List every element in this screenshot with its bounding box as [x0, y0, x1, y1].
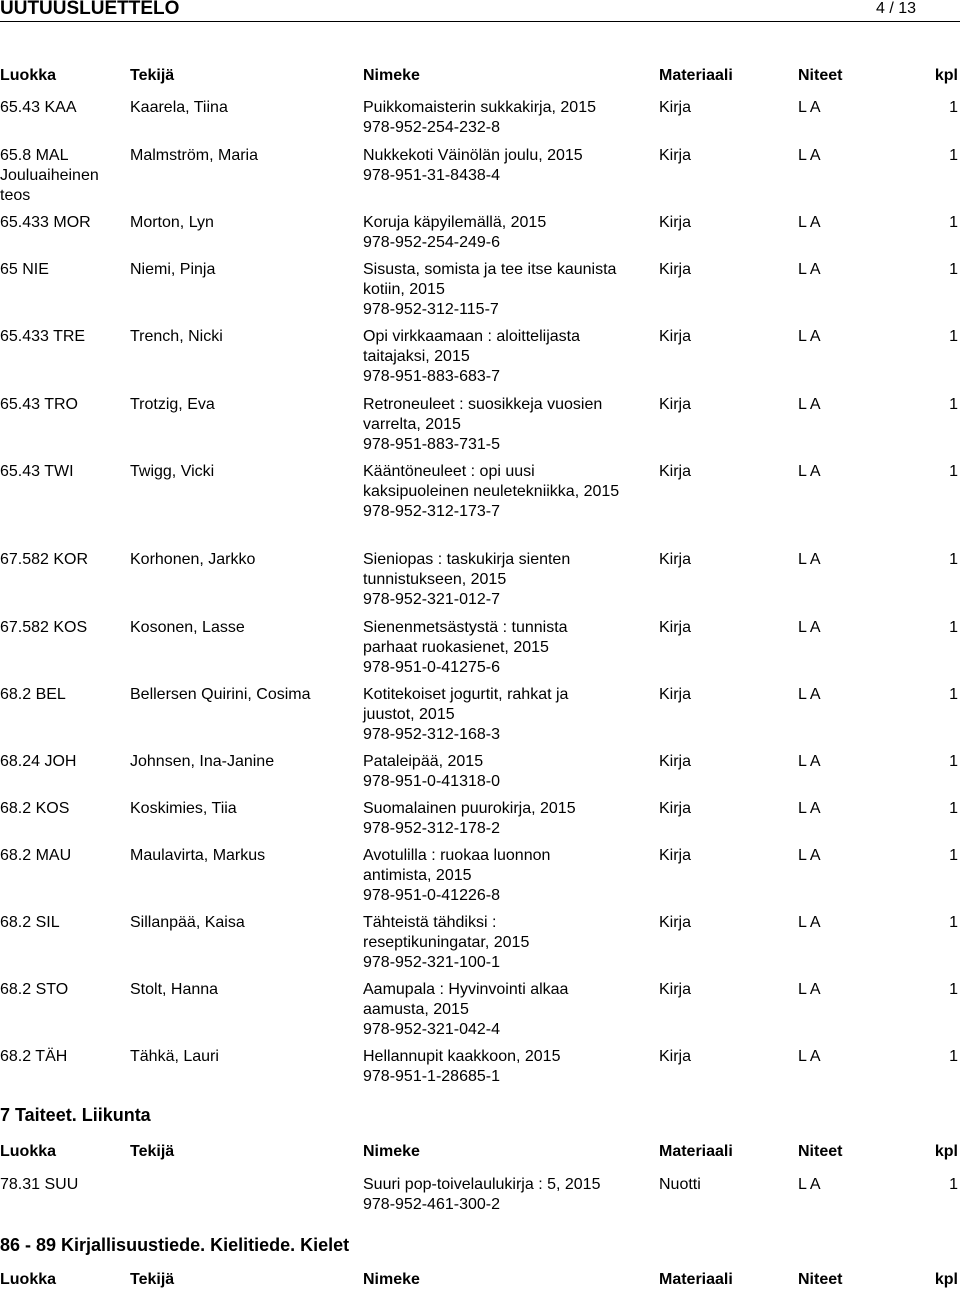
cell-line: parhaat ruokasienet, 2015: [363, 639, 549, 656]
cell-line: 978-951-0-41318-0: [363, 773, 500, 790]
cell-line: 68.2 SIL: [0, 914, 60, 931]
cell-luokka: [0, 146, 99, 206]
cell-tekija: Bellersen Quirini, Cosima: [130, 686, 311, 703]
cell-luokka: [0, 260, 49, 280]
cell-niteet: L A: [798, 753, 821, 770]
column-header-luokka: Luokka: [0, 1271, 57, 1288]
cell-nimeke: [363, 1175, 653, 1215]
cell-kpl: 1: [949, 147, 958, 164]
cell-line: 978-952-312-115-7: [363, 301, 499, 318]
cell-line: 65.433 MOR: [0, 214, 91, 231]
column-header-materiaali: Materiaali: [659, 1143, 733, 1160]
cell-tekija: Malmström, Maria: [130, 147, 259, 164]
column-header-kpl: kpl: [934, 1143, 958, 1160]
cell-line: Hellannupit kaakkoon, 2015: [363, 1048, 561, 1065]
cell-tekija: Tähkä, Lauri: [130, 1048, 219, 1065]
cell-luokka: [0, 98, 77, 118]
cell-materiaali: Kirja: [659, 147, 692, 164]
cell-niteet: L A: [798, 686, 821, 703]
cell-line: 978-951-883-683-7: [363, 368, 500, 385]
cell-line: 978-952-312-173-7: [363, 503, 500, 520]
cell-niteet: L A: [798, 1176, 821, 1193]
cell-line: Suomalainen puurokirja, 2015: [363, 800, 576, 817]
cell-materiaali: Kirja: [659, 261, 692, 278]
cell-luokka: [0, 1047, 67, 1067]
section-heading: 7 Taiteet. Liikunta: [0, 1105, 151, 1125]
page-number: 4 / 13: [875, 0, 916, 17]
cell-line: 978-951-0-41275-6: [363, 659, 500, 676]
cell-line: 978-951-0-41226-8: [363, 887, 500, 904]
column-header-luokka: Luokka: [0, 67, 57, 84]
cell-tekija: Koskimies, Tiia: [130, 800, 237, 817]
cell-kpl: 1: [949, 328, 958, 345]
cell-line: Kotitekoiset jogurtit, rahkat ja: [363, 686, 569, 703]
cell-line: 68.24 JOH: [0, 753, 77, 770]
cell-kpl: 1: [949, 619, 958, 636]
cell-line: 68.2 TÄH: [0, 1048, 68, 1065]
cell-kpl: 1: [949, 396, 958, 413]
cell-line: Nukkekoti Väinölän joulu, 2015: [363, 147, 583, 164]
cell-line: kaksipuoleinen neuletekniikka, 2015: [363, 483, 620, 500]
cell-nimeke: [363, 618, 653, 678]
column-header-tekija: Tekijä: [130, 1271, 175, 1288]
cell-luokka: [0, 213, 91, 233]
cell-line: 978-952-461-300-2: [363, 1196, 500, 1213]
cell-tekija: Morton, Lyn: [130, 214, 214, 231]
cell-kpl: 1: [949, 551, 958, 568]
cell-line: 68.2 BEL: [0, 686, 66, 703]
column-header-kpl: kpl: [934, 1271, 958, 1288]
cell-niteet: L A: [798, 847, 821, 864]
cell-line: Puikkomaisterin sukkakirja, 2015: [363, 99, 596, 116]
cell-line: kotiin, 2015: [363, 281, 445, 298]
cell-line: varrelta, 2015: [363, 416, 461, 433]
cell-niteet: L A: [798, 1048, 821, 1065]
cell-nimeke: [363, 327, 653, 387]
cell-niteet: L A: [798, 800, 821, 817]
header-rule: [0, 21, 960, 22]
cell-tekija: Twigg, Vicki: [130, 463, 215, 480]
cell-line: Kääntöneuleet : opi uusi: [363, 463, 535, 480]
column-header-niteet: Niteet: [798, 67, 843, 84]
cell-niteet: L A: [798, 147, 821, 164]
column-header-niteet: Niteet: [798, 1143, 843, 1160]
cell-nimeke: [363, 213, 653, 253]
cell-niteet: L A: [798, 396, 821, 413]
cell-kpl: 1: [949, 214, 958, 231]
cell-line: 978-951-31-8438-4: [363, 167, 500, 184]
cell-niteet: L A: [798, 261, 821, 278]
cell-line: 978-952-312-178-2: [363, 820, 500, 837]
cell-line: 68.2 MAU: [0, 847, 72, 864]
cell-line: 978-951-883-731-5: [363, 436, 500, 453]
column-header-materiaali: Materiaali: [659, 67, 733, 84]
cell-line: 65.43 TWI: [0, 463, 74, 480]
page-header: [0, 0, 960, 20]
column-header-kpl: kpl: [934, 67, 958, 84]
cell-line: 978-952-254-232-8: [363, 119, 500, 136]
cell-niteet: L A: [798, 914, 821, 931]
cell-kpl: 1: [949, 847, 958, 864]
cell-line: 78.31 SUU: [0, 1176, 79, 1193]
cell-materiaali: Kirja: [659, 847, 692, 864]
cell-luokka: [0, 846, 71, 866]
cell-materiaali: Kirja: [659, 214, 692, 231]
cell-nimeke: [363, 799, 653, 839]
column-header-nimeke: Nimeke: [363, 67, 420, 84]
cell-nimeke: [363, 260, 653, 320]
cell-kpl: 1: [949, 99, 958, 116]
cell-materiaali: Kirja: [659, 463, 692, 480]
column-header-nimeke: Nimeke: [363, 1271, 420, 1288]
cell-line: Suuri pop-toivelaulukirja : 5, 2015: [363, 1176, 601, 1193]
cell-materiaali: Kirja: [659, 396, 692, 413]
cell-line: Aamupala : Hyvinvointi alkaa: [363, 981, 569, 998]
cell-tekija: Trench, Nicki: [130, 328, 223, 345]
cell-line: 68.2 STO: [0, 981, 69, 998]
cell-tekija: Kosonen, Lasse: [130, 619, 245, 636]
cell-line: 978-951-1-28685-1: [363, 1068, 500, 1085]
cell-kpl: 1: [949, 753, 958, 770]
cell-line: 978-952-321-012-7: [363, 591, 500, 608]
cell-line: Pataleipää, 2015: [363, 753, 484, 770]
cell-line: 65.8 MAL: [0, 147, 69, 164]
cell-line: 978-952-312-168-3: [363, 726, 500, 743]
cell-luokka: [0, 685, 66, 705]
column-header-tekija: Tekijä: [130, 1143, 175, 1160]
cell-line: 65.43 TRO: [0, 396, 78, 413]
cell-line: 978-952-321-042-4: [363, 1021, 500, 1038]
cell-nimeke: [363, 980, 653, 1040]
cell-tekija: Trotzig, Eva: [130, 396, 215, 413]
cell-kpl: 1: [949, 981, 958, 998]
cell-line: 65 NIE: [0, 261, 49, 278]
cell-niteet: L A: [798, 619, 821, 636]
cell-kpl: 1: [949, 914, 958, 931]
cell-luokka: [0, 327, 85, 347]
cell-materiaali: Kirja: [659, 1048, 692, 1065]
cell-tekija: Kaarela, Tiina: [130, 99, 228, 116]
cell-materiaali: Kirja: [659, 753, 692, 770]
column-header-nimeke: Nimeke: [363, 1143, 420, 1160]
column-header-tekija: Tekijä: [130, 67, 175, 84]
cell-line: Sisusta, somista ja tee itse kaunista: [363, 261, 617, 278]
cell-line: Retroneuleet : suosikkeja vuosien: [363, 396, 603, 413]
cell-niteet: L A: [798, 981, 821, 998]
cell-luokka: [0, 980, 68, 1000]
cell-nimeke: [363, 146, 653, 186]
cell-line: reseptikuningatar, 2015: [363, 934, 530, 951]
cell-luokka: [0, 550, 88, 570]
cell-nimeke: [363, 395, 653, 455]
cell-line: 67.582 KOS: [0, 619, 88, 636]
cell-kpl: 1: [949, 261, 958, 278]
cell-nimeke: [363, 550, 653, 610]
cell-tekija: Stolt, Hanna: [130, 981, 219, 998]
cell-line: tunnistukseen, 2015: [363, 571, 507, 588]
cell-line: antimista, 2015: [363, 867, 472, 884]
cell-luokka: [0, 1175, 78, 1195]
cell-line: Sieniopas : taskukirja sienten: [363, 551, 571, 568]
cell-line: Sienenmetsästystä : tunnista: [363, 619, 568, 636]
cell-niteet: L A: [798, 328, 821, 345]
cell-materiaali: Kirja: [659, 328, 692, 345]
cell-tekija: Johnsen, Ina-Janine: [130, 753, 275, 770]
section-heading: 86 - 89 Kirjallisuustiede. Kielitiede. Kielet: [0, 1235, 350, 1255]
cell-materiaali: Kirja: [659, 551, 692, 568]
cell-line: Opi virkkaamaan : aloittelijasta: [363, 328, 580, 345]
cell-line: Koruja käpyilemällä, 2015: [363, 214, 547, 231]
cell-luokka: [0, 462, 74, 482]
cell-nimeke: [363, 752, 653, 792]
cell-nimeke: [363, 846, 653, 906]
cell-line: taitajaksi, 2015: [363, 348, 470, 365]
cell-line: juustot, 2015: [363, 706, 455, 723]
cell-nimeke: [363, 462, 653, 522]
cell-materiaali: Kirja: [659, 686, 692, 703]
cell-tekija: Korhonen, Jarkko: [130, 551, 256, 568]
cell-materiaali: Kirja: [659, 981, 692, 998]
document-title: UUTUUSLUETTELO: [0, 0, 180, 19]
cell-line: teos: [0, 187, 31, 204]
cell-nimeke: [363, 98, 653, 138]
cell-materiaali: Nuotti: [659, 1176, 701, 1193]
cell-materiaali: Kirja: [659, 800, 692, 817]
column-header-materiaali: Materiaali: [659, 1271, 733, 1288]
cell-niteet: L A: [798, 551, 821, 568]
cell-nimeke: [363, 685, 653, 745]
column-header-niteet: Niteet: [798, 1271, 843, 1288]
cell-line: 978-952-321-100-1: [363, 954, 500, 971]
cell-niteet: L A: [798, 463, 821, 480]
cell-niteet: L A: [798, 214, 821, 231]
cell-nimeke: [363, 1047, 653, 1087]
cell-line: 65.43 KAA: [0, 99, 77, 116]
cell-line: 978-952-254-249-6: [363, 234, 500, 251]
cell-materiaali: Kirja: [659, 99, 692, 116]
cell-kpl: 1: [949, 686, 958, 703]
cell-luokka: [0, 913, 60, 933]
cell-kpl: 1: [949, 463, 958, 480]
cell-luokka: [0, 618, 87, 638]
cell-materiaali: Kirja: [659, 619, 692, 636]
cell-tekija: Niemi, Pinja: [130, 261, 216, 278]
cell-tekija: Maulavirta, Markus: [130, 847, 266, 864]
cell-kpl: 1: [949, 800, 958, 817]
cell-luokka: [0, 752, 76, 772]
cell-line: Jouluaiheinen: [0, 167, 99, 184]
cell-line: 68.2 KOS: [0, 800, 70, 817]
cell-niteet: L A: [798, 99, 821, 116]
cell-kpl: 1: [949, 1048, 958, 1065]
cell-tekija: Sillanpää, Kaisa: [130, 914, 245, 931]
cell-materiaali: Kirja: [659, 914, 692, 931]
cell-kpl: 1: [949, 1176, 958, 1193]
cell-line: Tähteistä tähdiksi :: [363, 914, 497, 931]
cell-line: 65.433 TRE: [0, 328, 86, 345]
cell-luokka: [0, 395, 78, 415]
cell-line: 67.582 KOR: [0, 551, 89, 568]
cell-luokka: [0, 799, 69, 819]
column-header-luokka: Luokka: [0, 1143, 57, 1160]
cell-line: Avotulilla : ruokaa luonnon: [363, 847, 551, 864]
cell-nimeke: [363, 913, 653, 973]
cell-line: aamusta, 2015: [363, 1001, 469, 1018]
